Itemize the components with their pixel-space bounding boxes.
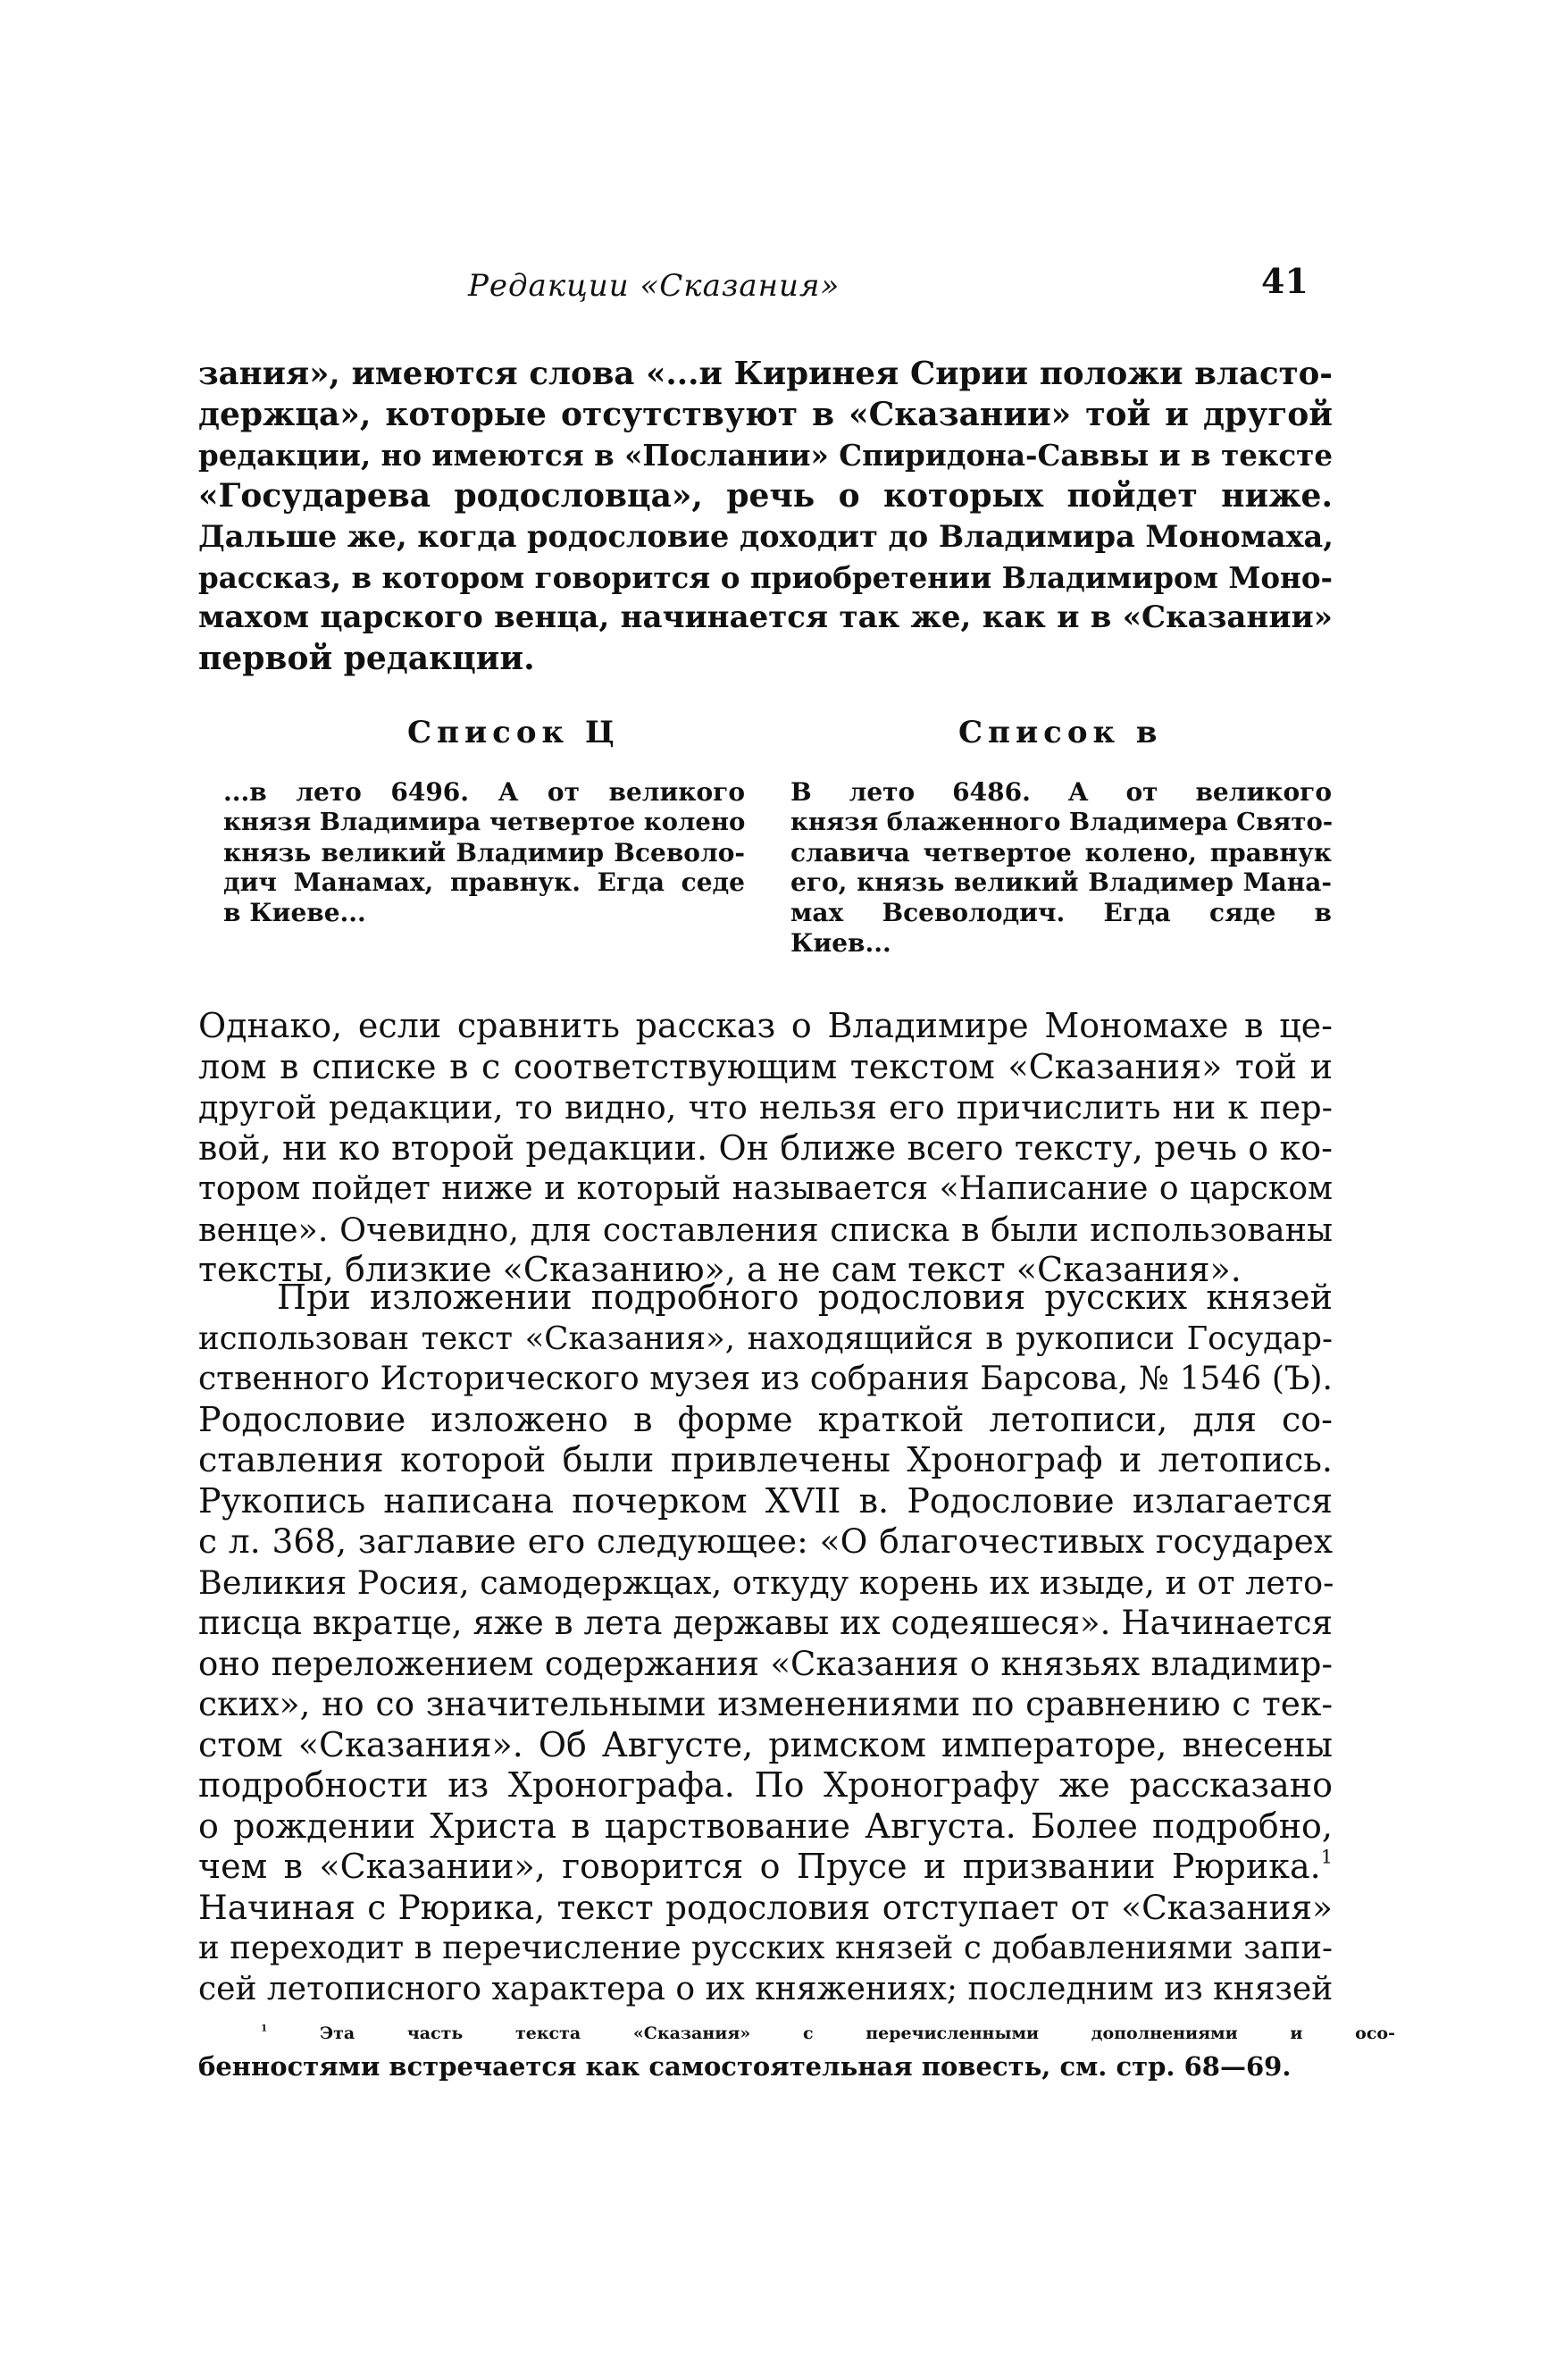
column-line: князь великий Владимир Всеволо- xyxy=(223,837,745,867)
footnote-marker: 1 xyxy=(1320,1846,1333,1868)
text-line: сей летописного характера о их княжениях; последним из князей xyxy=(198,1970,1334,2007)
text-line: ских», но со значительными изменениями по сравнению с тек- xyxy=(198,1684,1333,1723)
footnote-text: Эта часть текста «Сказания» с перечисленными дополнениями и осо- xyxy=(319,2024,1395,2043)
text-line: другой редакции, то видно, что нельзя его причислить ни к пер- xyxy=(198,1088,1333,1127)
text-line: венце». Очевидно, для составления списка в были использованы xyxy=(198,1210,1333,1249)
footnote-line xyxy=(198,2017,1395,2050)
column-line: славича четвертое колено, правнук xyxy=(790,837,1332,867)
text-line: Родословие изложено в форме краткой летописи, для со- xyxy=(198,1399,1333,1439)
text-line: подробности из Хронографа. По Хронографу же рассказано xyxy=(198,1765,1333,1805)
paragraph-2 xyxy=(198,1006,1333,1291)
paragraph-1 xyxy=(198,354,1333,679)
text-line: рассказ, в котором говорится о приобретении Владимиром Моно- xyxy=(198,559,1333,595)
text-line: махом царского венца, начинается так же, как и в «Сказании» xyxy=(198,599,1333,635)
text-line: Дальше же, когда родословие доходит до Владимира Мономаха, xyxy=(198,519,1334,554)
column-line: князя Владимира четвертое колено xyxy=(223,807,746,836)
text-line: держца», которые отсутствуют в «Сказании» той и другой xyxy=(198,395,1333,433)
page-number: 41 xyxy=(1261,261,1309,301)
text-line-with-footnote xyxy=(198,1847,1333,1888)
text-line: использован текст «Сказания», находящийся в рукописи Государ- xyxy=(198,1320,1333,1357)
text-line: о рождении Христа в царствование Августа. Более подробно, xyxy=(198,1806,1333,1846)
column-title-left: Список Ц xyxy=(407,715,620,750)
text-line: оно переложением содержания «Сказания о князьях владимир- xyxy=(198,1644,1333,1683)
text-line: «Государева родословца», речь о которых пойдет ниже. xyxy=(198,476,1333,515)
text-line: Начиная с Рюрика, текст родословия отступает от «Сказания» xyxy=(198,1887,1333,1927)
column-line: дич Манамах, правнук. Егда седе xyxy=(223,867,745,898)
column-line: В лето 6486. А от великого xyxy=(790,777,1332,807)
footnote xyxy=(198,2017,1395,2083)
text-line: с л. 368, заглавие его следующее: «О благочестивых государех xyxy=(198,1521,1333,1561)
text-line: При изложении подробного родословия русских князей xyxy=(277,1278,1333,1317)
column-line: князя блаженного Владимера Свято- xyxy=(790,807,1334,836)
text-line: лом в списке в с соответствующим текстом «Сказания» той и xyxy=(198,1046,1333,1086)
text-line: зания», имеются слова «...и Киринея Сирии положи власто- xyxy=(198,356,1333,392)
column-right xyxy=(790,777,1332,959)
text-line: чем в «Сказании», говорится о Прусе и призвании Рюрика. xyxy=(198,1847,1321,1886)
footnote-line: бенностями встречается как самостоятельная повесть, см. стр. 68—69. xyxy=(198,2051,1292,2082)
text-line: ставления которой были привлечены Хронограф и летопись. xyxy=(198,1440,1333,1479)
text-line: редакции, но имеются в «Послании» Спиридона-Саввы и в тексте xyxy=(198,438,1333,473)
text-line: вой, ни ко второй редакции. Он ближе всего тексту, речь о ко- xyxy=(198,1127,1333,1168)
text-line: Однако, если сравнить рассказ о Владимире Мономахе в це- xyxy=(198,1006,1333,1045)
text-line: стом «Сказания». Об Августе, римском императоре, внесены xyxy=(198,1724,1333,1764)
text-line: тексты, близкие «Сказанию», а не сам текст «Сказания». xyxy=(198,1250,1242,1289)
column-line: Киев... xyxy=(790,927,891,958)
column-left xyxy=(223,777,745,928)
column-title-right: Список в xyxy=(958,715,1163,750)
text-line: Великия Росия, самодержцах, откуду корень их изыде, и от лето- xyxy=(198,1563,1334,1602)
text-line: и переходит в перечисление русских князей с добавлениями запи- xyxy=(198,1930,1333,1966)
column-line: его, князь великий Владимер Мана- xyxy=(790,867,1332,898)
column-line: мах Всеволодич. Егда сяде в xyxy=(790,898,1332,928)
paragraph-3 xyxy=(198,1278,1333,2009)
column-line: ...в лето 6496. А от великого xyxy=(223,777,745,807)
footnote-marker: 1 xyxy=(261,2023,268,2034)
text-line: писца вкратце, яже в лета державы их содеяшеся». Начинается xyxy=(198,1604,1333,1642)
text-line: первой редакции. xyxy=(198,639,535,677)
column-line: в Киеве... xyxy=(223,898,366,928)
text-line: ственного Исторического музея из собрания Барсова, № 1546 (Ъ). xyxy=(198,1361,1333,1397)
text-line: Рукопись написана почерком XVII в. Родословие излагается xyxy=(198,1480,1333,1521)
running-head: Редакции «Сказания» xyxy=(468,268,840,304)
text-line: тором пойдет ниже и который называется «Написание о царском xyxy=(198,1170,1333,1207)
